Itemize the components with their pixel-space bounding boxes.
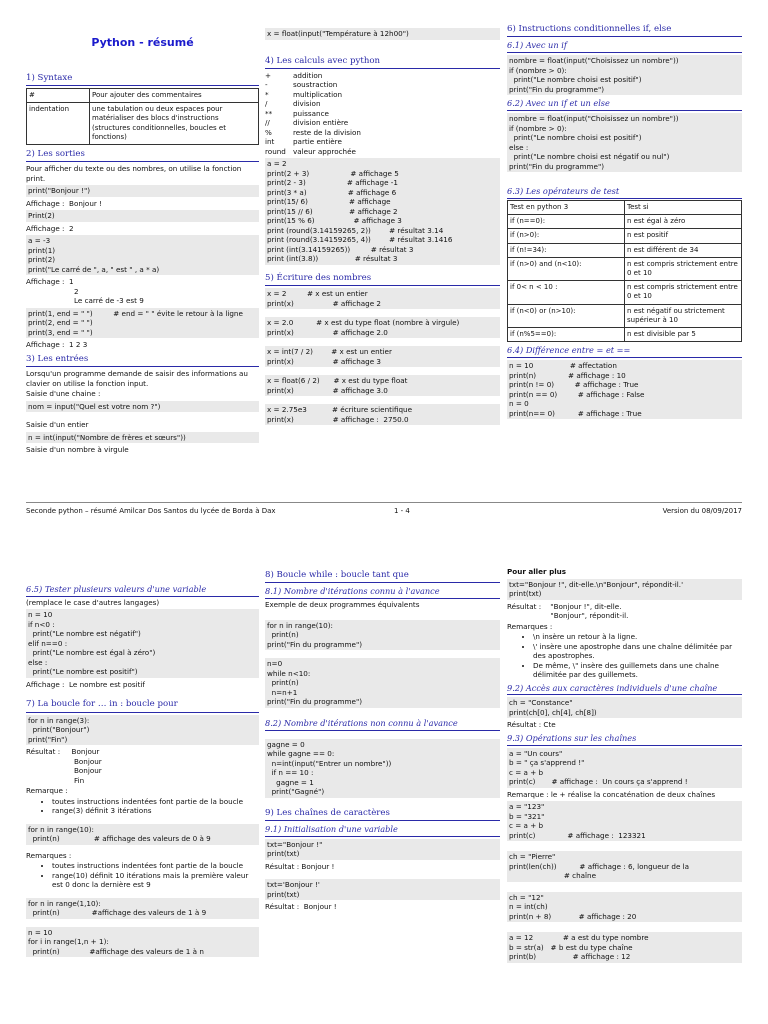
column-3 [507,566,742,965]
table-cell: if 0< n < 10 : [508,281,625,304]
remark: Remarques : [26,850,72,860]
code-block: Print(2) [26,210,259,222]
section-nombres: 5) Écriture des nombres [265,273,500,286]
note: (remplace le case d'autres langages) [26,597,160,607]
page-footer [26,502,742,515]
code-block: n = 10 for i in range(1,n + 1): print(n) #affichage des valeurs de 1 à n [26,927,259,958]
code-block: a = -3 print(1) print(2) print("Le carré de ", a, " est " , a * a) [26,235,259,275]
code-block: n = int(input("Nombre de frères et sœurs")) [26,432,259,444]
op-symbol: + [265,70,272,80]
remark-list [40,861,259,890]
footer-page: 1 - 4 [394,507,410,515]
list-item: • range(3) définit 3 itérations [52,806,259,816]
table-cell: n est compris strictement entre 0 et 10 [625,257,742,280]
subsection-unknown: 8.2) Nombre d'itérations non connu à l'avance [265,718,500,731]
output-text: Affichage : 1 2 Le carré de -3 est 9 [26,277,144,306]
subsection-operateurs: 6.3) Les opérateurs de test [507,186,742,199]
doc-title: Python - résumé [91,36,194,49]
op-symbol: % [265,127,272,137]
subsection-egal: 6.4) Différence entre = et == [507,345,742,358]
syntax-key: indentation [27,103,90,145]
code-block: x = 2.75e3 # écriture scientifique print(x) # affichage : 2750.0 [265,404,500,425]
code-block: txt="Bonjour !", dit-elle.\n"Bonjour", répondit-il.' print(txt) [507,579,742,600]
remark: Remarque : [26,786,68,796]
code-block: a = "123" b = "321" c = a + b print(c) # affichage : 123321 [507,801,742,841]
syntax-table [26,88,259,145]
table-cell: n est égal à zéro [625,215,742,229]
column-2 [265,566,500,913]
op-label: division [293,99,321,109]
table-cell: if (n<0) or (n>10): [508,304,625,327]
remark-list [521,632,742,680]
sorties-intro: Pour afficher du texte ou des nombres, on utilise la fonction print. [26,164,244,183]
output-text: Résultat : Bonjour ! [265,861,335,871]
subsection-known: 8.1) Nombre d'itérations connu à l'avance [265,586,500,599]
subsection-if-else: 6.2) Avec un if et un else [507,98,742,111]
table-cell: if (n%5==0): [508,328,625,342]
syntax-key: # [27,88,90,102]
code-block: txt="Bonjour !" print(txt) [265,839,500,860]
subsection-init: 9.1) Initialisation d'une variable [265,824,500,837]
table-cell: if (n>0) and (n<10): [508,257,625,280]
remark: Remarques : [507,621,553,631]
output-text: Résultat : Cte [507,720,556,730]
subsection-acces: 9.2) Accès aux caractères individuels d'une chaîne [507,683,742,696]
remark: Remarque : le + réalise la concaténation de deux chaînes [507,789,716,799]
code-block: for n in range(1,10): print(n) #affichage des valeurs de 1 à 9 [26,898,259,919]
table-cell: Test si [625,200,742,214]
test-operators-table [507,200,742,343]
code-block: ch = "Constance" print(ch[0], ch[4], ch[8]) [507,697,742,718]
table-cell: n est divisible par 5 [625,328,742,342]
output-text: Résultat : Bonjour ! [265,902,337,912]
op-label: multiplication [293,89,343,99]
output-text: Résultat : Bonjour Bonjour Bonjour Fin [26,747,102,785]
table-cell: if (n>0): [508,229,625,243]
code-block: n = 10 # affectation print(n) # affichage : 10 print(n != 0) # affichage : True print(n == 0) # affichage : False n = 0 print(n== 0) # affichage : True [507,360,742,419]
code-block: nombre = float(input("Choisissez un nombre")) if (nombre > 0): print("Le nombre choisi est positif") print("Fin du programme") [507,55,742,95]
op-symbol: int [265,137,275,147]
code-block: n=0 while n<10: print(n) n=n+1 print("Fin du programme") [265,658,500,708]
op-label: reste de la division [293,127,361,137]
entrees-intro: Lorsqu'un programme demande de saisir des informations au clavier on utilise la fonction input. [26,369,251,388]
op-symbol: ** [265,108,273,118]
syntax-value: une tabulation ou deux espaces pour matérialiser des blocs d'instructions (structures conditionnelles, boucles et fonctions) [90,103,259,145]
output-text: Affichage : Le nombre est positif [26,679,145,689]
code-block: for n in range(10): print(n) # affichage des valeurs de 0 à 9 [26,824,259,845]
subsection-multi: 6.5) Tester plusieurs valeurs d'une variable [26,584,259,597]
code-block: x = 2.0 # x est du type float (nombre à virgule) print(x) # affichage 2.0 [265,317,500,338]
code-block: gagne = 0 while gagne == 0: n=int(input("Entrer un nombre")) if n == 10 : gagne = 1 print("Gagné") [265,739,500,798]
column-1 [26,0,259,456]
code-block: x = int(7 / 2) # x est un entier print(x) # affichage 3 [265,346,500,367]
output-text: Résultat : "Bonjour !", dit-elle. "Bonjour", répondit-il. [507,601,629,620]
table-cell: n est différent de 34 [625,243,742,257]
page-2 [0,560,768,1024]
column-2 [265,26,500,427]
table-cell: Test en python 3 [508,200,625,214]
operators-list [265,71,500,157]
code-block: for n in range(3): print("Bonjour") print("Fin") [26,715,259,746]
section-more: Pour aller plus [507,567,567,576]
code-block: x = 2 # x est un entier print(x) # affichage 2 [265,288,500,309]
list-item: • \' insère une apostrophe dans une chaîne délimitée par des apostrophes. [533,642,742,661]
section-calculs: 4) Les calculs avec python [265,56,500,69]
code-block: txt='Bonjour !' print(txt) [265,879,500,900]
list-item: • toutes instructions indentées font partie de la boucle [52,797,259,807]
code-block: for n in range(10): print(n) print("Fin du programme") [265,620,500,651]
code-block: ch = "12" n = int(ch) print(n + 8) # affichage : 20 [507,892,742,923]
code-block: a = 2 print(2 + 3) # affichage 5 print(2 - 3) # affichage -1 print(3 * a) # affichage 6 print(15/ 6) # affichage print(15 // 6) # affichage 2 print(15 % 6) # affichage 3 print (round(3.14159265, 2)) # résultat 3.14 print (round(3.14159265, 4)) # résultat 3.1416 print (int(3.14159265)) # résultat 3 print (int(3.8)) # résultat 3 [265,158,500,265]
subsection-operations: 9.3) Opérations sur les chaînes [507,733,742,746]
code-block: x = float(6 / 2) # x est du type float print(x) # affichage 3.0 [265,375,500,396]
code-block: n = 10 if n<0 : print("Le nombre est négatif") elif n==0 : print("Le nombre est égal à zéro") else : print("Le nombre est positif") [26,609,259,678]
section-conditions: 6) Instructions conditionnelles if, else [507,24,742,37]
label: Saisie d'un nombre à virgule [26,445,129,455]
code-block: print("Bonjour !") [26,185,259,197]
column-3 [507,22,742,421]
table-cell: n est négatif ou strictement supérieur à 10 [625,304,742,327]
footer-version: Version du 08/09/2017 [662,507,742,515]
code-block: nombre = float(input("Choisissez un nombre")) if (nombre > 0): print("Le nombre choisi est positif") else : print("Le nombre choisi est négatif ou nul") print("Fin du programme") [507,113,742,172]
label: Saisie d'une chaine : [26,389,101,399]
list-item: • toutes instructions indentées font partie de la boucle [52,861,259,871]
section-sorties: 2) Les sorties [26,149,259,162]
table-cell: n est compris strictement entre 0 et 10 [625,281,742,304]
output-text: Affichage : Bonjour ! [26,198,102,208]
remark-list [40,797,259,816]
label: Saisie d'un entier [26,420,89,430]
list-item: • De même, \" insère des guillemets dans une chaîne délimitée par des guillemets. [533,661,742,680]
column-1 [26,580,259,959]
op-label: valeur approchée [293,146,356,156]
op-label: soustraction [293,80,338,90]
section-while: 8) Boucle while : boucle tant que [265,570,500,583]
code-block: a = 12 # a est du type nombre b = str(a) # b est du type chaîne print(b) # affichage : 12 [507,932,742,963]
section-entrees: 3) Les entrées [26,354,259,367]
op-symbol: * [265,89,269,99]
intro: Exemple de deux programmes équivalents [265,600,420,610]
code-block: ch = "Pierre" print(len(ch)) # affichage : 6, longueur de la # chaîne [507,851,742,882]
table-cell: if (n!=34): [508,243,625,257]
list-item: • range(10) définit 10 itérations mais la première valeur est 0 donc la dernière est 9 [52,871,259,890]
section-chaines: 9) Les chaînes de caractères [265,808,500,821]
syntax-value: Pour ajouter des commentaires [90,88,259,102]
table-cell: n est positif [625,229,742,243]
op-symbol: - [265,80,268,90]
op-label: division entière [293,118,349,128]
code-block: a = "Un cours" b = " ça s'apprend !" c = a + b print(c) # affichage : Un cours ça s'apprend ! [507,748,742,788]
subsection-if: 6.1) Avec un if [507,40,742,53]
op-symbol: // [265,118,270,128]
code-block: nom = input("Quel est votre nom ?") [26,401,259,413]
list-item: • \n insère un retour à la ligne. [533,632,742,642]
code-block: print(1, end = " ") # end = " " évite le retour à la ligne print(2, end = " ") print(3, end = " ") [26,308,259,339]
section-syntaxe: 1) Syntaxe [26,73,259,86]
op-label: addition [293,70,323,80]
op-label: partie entière [293,137,342,147]
op-label: puissance [293,108,329,118]
table-cell: if (n==0): [508,215,625,229]
op-symbol: round [265,146,286,156]
op-symbol: / [265,99,268,109]
code-block: x = float(input("Température à 12h00") [265,28,500,40]
output-text: Affichage : 1 2 3 [26,340,88,350]
output-text: Affichage : 2 [26,223,74,233]
footer-left: Seconde python – résumé Amilcar Dos Santos du lycée de Borda à Dax [26,507,276,515]
section-for: 7) La boucle for … in : boucle pour [26,699,259,712]
